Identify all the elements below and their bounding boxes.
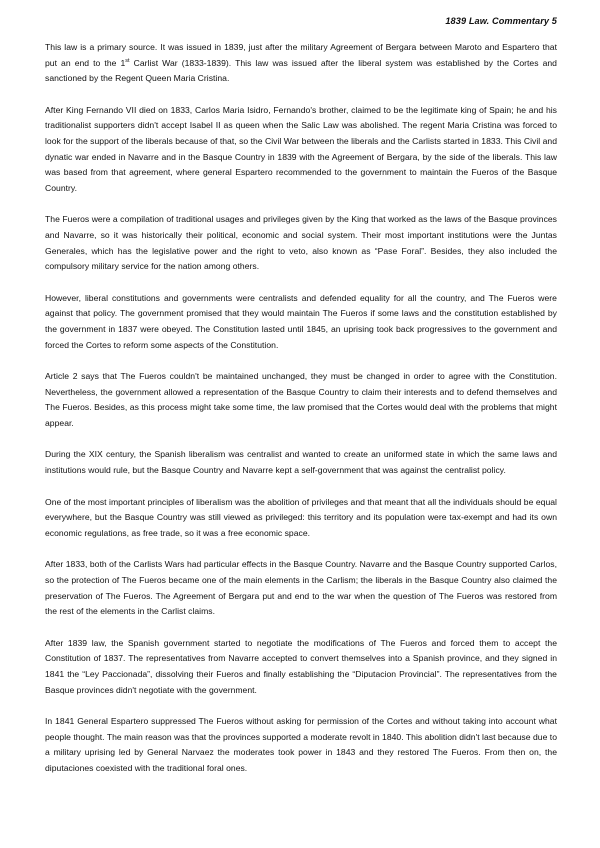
paragraph-3: The Fueros were a compilation of traditional usages and privileges given by the King that worked as the laws of the Basque provinces and Navarre, so it was historically their political, economic and social system. Their most important institutions were the Juntas Generales, which has the legislative power and the right to veto, also known as “Pase Foral”. Besides, they also included the compulsory military service for the nation among others.: [45, 214, 557, 272]
paragraph-6: During the XIX century, the Spanish liberalism was centralist and wanted to create an uniformed state in which the same laws and institutions would rule, but the Basque Country and Navarre kept a self-government that was against the centralist policy.: [45, 449, 557, 476]
body-text: [45, 40, 557, 777]
paragraph-2: After King Fernando VII died on 1833, Carlos Maria Isidro, Fernando's brother, claimed to be the legitimate king of Spain; he and his traditionalist supporters didn't accept Isabel II as queen when the Salic Law was abolished. The regent Maria Cristina was forced to look for the support of the liberals because of that, so the Civil War between the liberals and the Carlists started in 1833. This Civil and dynatic war ended in Navarre and in the Basque Country in 1839 with the Agreement of Bergara, by the side of the liberals. This law was based from that agreement, where general Espartero recommended to the government to maintain the Fueros of the Basque Country.: [45, 104, 558, 193]
running-header: 1839 Law. Commentary 5: [445, 16, 557, 26]
paragraph-1: [45, 40, 557, 87]
ordinal-superscript: st: [125, 57, 130, 64]
paragraph-9: After 1839 law, the Spanish government started to negotiate the modifications of The Fueros and forced them to accept the Constitution of 1837. The representatives from Navarre accepted to convert themselves into a Spanish province, and they signed in 1841 the “Ley Paccionada”, dissolving their Fueros and finally establishing the “Diputacion Provincial”. The representatives from the Basque provinces didn't negotiate with the government.: [45, 637, 557, 695]
paragraph-4: However, liberal constitutions and governments were centralists and defended equality for all the country, and The Fueros were against that policy. The government promised that they would maintain The Fueros if some laws and the constitution established by the government in 1837 were obeyed. The Constitution lasted until 1845, an uprising took back progressives to the government and forced the Cortes to reform some aspects of the Constitution.: [45, 292, 557, 350]
paragraph-10: In 1841 General Espartero suppressed The Fueros without asking for permission of the Cortes and without taking into account what people thought. The main reason was that the provinces supported a moderate revolt in 1840. This abolition didn't last because due to a military uprising led by General Narvaez the moderates took power in 1843 and they restored The Fueros. From then on, the diputaciones coexisted with the traditional foral ones.: [45, 716, 557, 773]
paragraph-1-text-before: This law is a primary source. It was issued in 1839, just after the military Agreement of Bergara between Maroto and Espartero that put an end to the 1: [45, 42, 557, 68]
paragraph-5: Article 2 says that The Fueros couldn't be maintained unchanged, they must be changed in order to agree with the Constitution. Nevertheless, the government allowed a representation of the Basque Country to claim their interests and to defend themselves and The Fueros. Besides, as this process might take some time, the law promised that the Cortes would deal with the problems that might appear.: [45, 371, 557, 428]
paragraph-7: One of the most important principles of liberalism was the abolition of privileges and that meant that all the individuals should be equal everywhere, but the Basque Country was still viewed as privileged: this territory and its population were tax-exempt and had its own economic regulations, as free trade, so it was a free economic space.: [45, 496, 557, 538]
paragraph-1-text-after: Carlist War (1833-1839). This law was issued after the liberal system was established by the Cortes and sanctioned by the Regent Queen Maria Cristina.: [45, 57, 557, 84]
paragraph-8: After 1833, both of the Carlists Wars had particular effects in the Basque Country. Navarre and the Basque Country supported Carlos, so the protection of The Fueros became one of the main elements in the Carlism; the liberals in the Basque Country also claimed the preservation of The Fueros. The Agreement of Bergara put and end to the war when the question of The Fueros was restored from the rest of the elements in the Carlist claims.: [45, 559, 557, 617]
